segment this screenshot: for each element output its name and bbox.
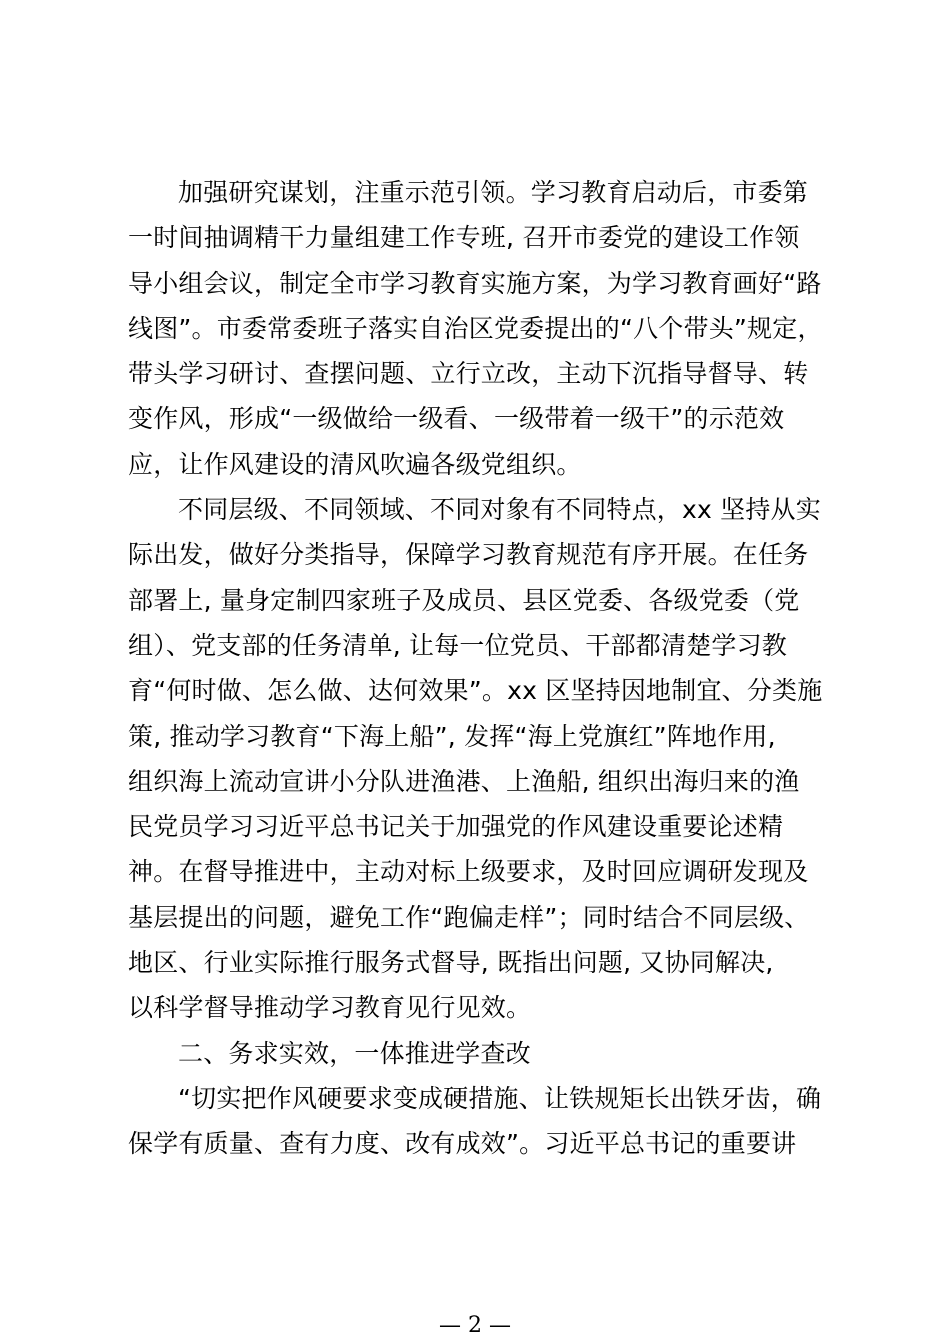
paragraph-line: 以科学督导推动学习教育见行见效。 (128, 993, 532, 1023)
paragraph-line: 加强研究谋划，注重示范引领。学习教育启动后，市委第 (178, 178, 809, 207)
paragraph-line: 际出发，做好分类指导，保障学习教育规范有序开展。在任务 (128, 540, 809, 570)
paragraph-line: 线图”。市委常委班子落实自治区党委提出的“八个带头”规定， (128, 313, 823, 343)
paragraph-line: 一时间抽调精干力量组建工作专班, 召开市委党的建设工作领 (128, 223, 800, 253)
paragraph-line: 民党员学习习近平总书记关于加强党的作风建设重要论述精 (128, 812, 784, 842)
paragraph-line: 策, 推动学习教育“下海上船”, 发挥“海上党旗红”阵地作用, (128, 721, 776, 751)
paragraph-line: “切实把作风硬要求变成硬措施、让铁规矩长出铁牙齿，确 (178, 1083, 822, 1113)
document-body (128, 170, 828, 1167)
paragraph-line: 组织海上流动宣讲小分队进渔港、上渔船, 组织出海归来的渔 (128, 766, 800, 796)
paragraph-line: 育“何时做、怎么做、达何效果”。xx 区坚持因地制宜、分类施 (128, 676, 823, 706)
page-number: — 2 — (439, 1313, 511, 1338)
paragraph-line: 组）、党支部的任务清单, 让每一位党员、干部都清楚学习教 (128, 630, 787, 660)
paragraph-line: 保学有质量、查有力度、改有成效”。习近平总书记的重要讲 (128, 1129, 797, 1159)
paragraph-line: 不同层级、不同领域、不同对象有不同特点，xx 坚持从实 (178, 495, 821, 525)
paragraph-line: 地区、行业实际推行服务式督导, 既指出问题, 又协同解决, (128, 948, 774, 978)
paragraph-line: 基层提出的问题，避免工作“跑偏走样”；同时结合不同层级、 (128, 902, 810, 932)
paragraph-line: 变作风，形成“一级做给一级看、一级带着一级干”的示范效 (128, 404, 785, 434)
paragraph-line: 带头学习研讨、查摆问题、立行立改，主动下沉指导督导、转 (128, 359, 809, 389)
paragraph-line: 部署上, 量身定制四家班子及成员、县区党委、各级党委（党 (128, 585, 800, 615)
paragraph-line: 神。在督导推进中，主动对标上级要求，及时回应调研发现及 (128, 857, 809, 887)
section-heading: 二、务求实效，一体推进学查改 (178, 1038, 531, 1068)
paragraph-line: 导小组会议，制定全市学习教育实施方案，为学习教育画好“路 (128, 268, 822, 298)
paragraph-line: 应，让作风建设的清风吹遍各级党组织。 (128, 449, 582, 479)
